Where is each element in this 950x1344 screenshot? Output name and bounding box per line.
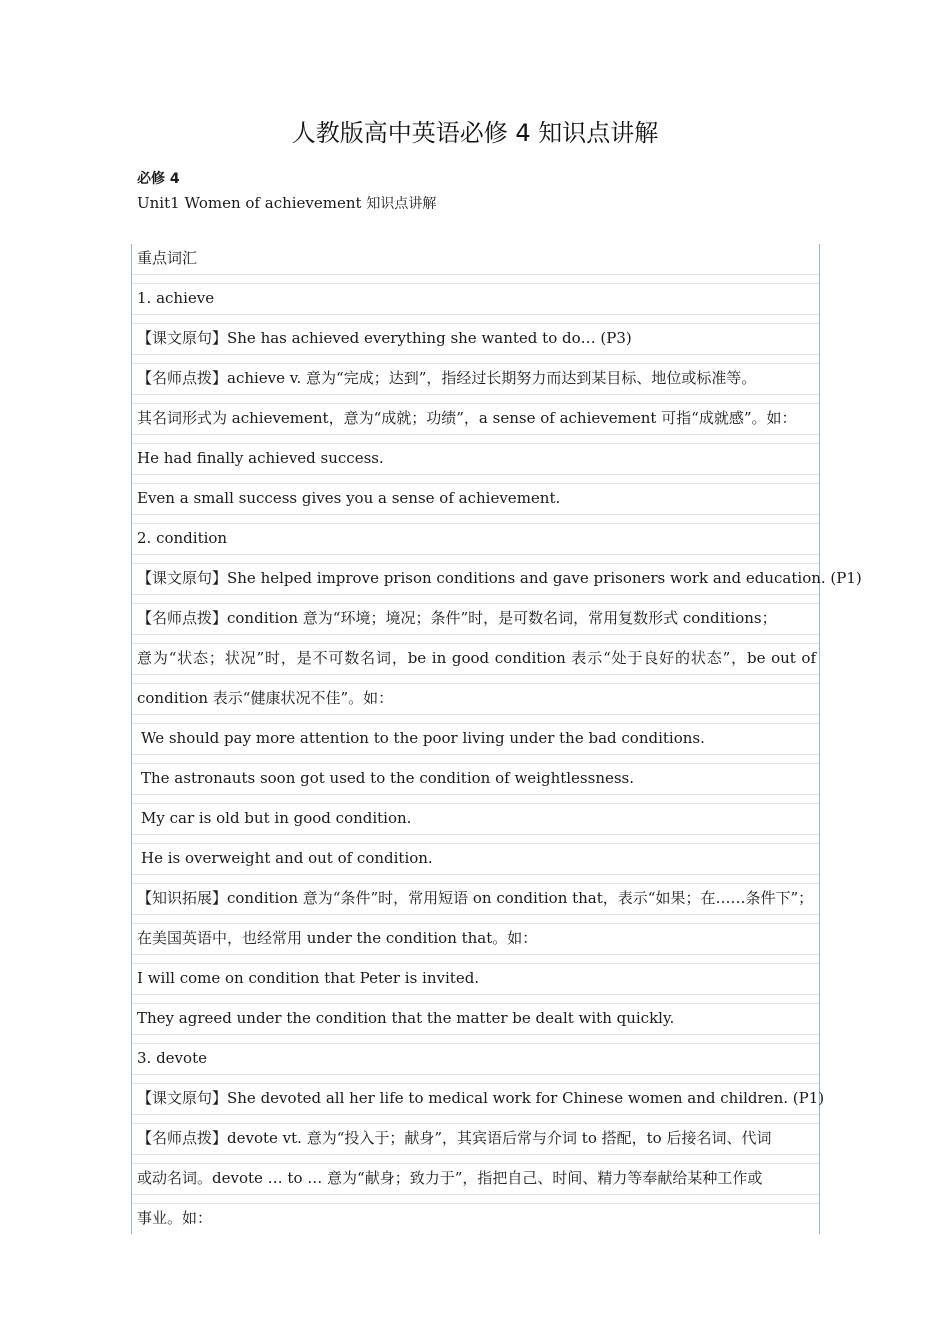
text-line-content: 事业。如： <box>137 1209 213 1227</box>
unit-label-cn: 知识点讲解 <box>366 196 437 212</box>
text-line-content: 在美国英语中，也经常用 under the condition that。如： <box>137 929 538 947</box>
text-line <box>132 1164 819 1204</box>
text-line <box>132 524 819 564</box>
text-line-content: The astronauts soon got used to the condition of weightlessness. <box>141 769 635 787</box>
text-line-content: 其名词形式为 achievement，意为“成就；功绩”，a sense of achievement 可指“成就感”。如： <box>137 409 797 427</box>
text-line-content: 3. devote <box>137 1049 207 1067</box>
text-line-content: 2. condition <box>137 529 228 547</box>
text-line <box>132 1044 819 1084</box>
text-line <box>132 1124 819 1164</box>
text-line-content: 【名师点拨】devote vt. 意为“投入于；献身”，其宾语后常与介词 to 搭配，to 后接名词、代词 <box>137 1129 772 1147</box>
text-line <box>132 964 819 1004</box>
text-line-content: 或动名词。devote … to … 意为“献身；致力于”，指把自己、时间、精力等奉献给某种工作或 <box>137 1169 763 1187</box>
text-line <box>132 484 819 524</box>
text-line <box>132 1084 825 1124</box>
text-line-content: He is overweight and out of condition. <box>141 849 433 867</box>
section-header-row <box>132 244 819 284</box>
unit-label <box>137 193 436 214</box>
text-line-content: 【名师点拨】condition 意为“环境；境况；条件”时，是可数名词，常用复数形式 conditions； <box>137 609 777 627</box>
text-line <box>132 364 819 404</box>
text-line-content: 【课文原句】She devoted all her life to medical work for Chinese women and children. (P1) <box>137 1089 825 1107</box>
text-line-content: Even a small success gives you a sense of achievement. <box>137 489 561 507</box>
book-label-text: 必修 4 <box>137 171 180 187</box>
book-label <box>137 168 180 189</box>
text-line-content: 【知识拓展】condition 意为“条件”时，常用短语 on condition that，表示“如果；在……条件下”； <box>137 889 814 907</box>
text-line <box>132 724 819 764</box>
text-line <box>132 1004 819 1044</box>
text-line <box>132 764 819 804</box>
text-line-content: We should pay more attention to the poor living under the bad conditions. <box>141 729 705 747</box>
section-header: 重点词汇 <box>137 249 198 267</box>
document-title: 人教版高中英语必修 4 知识点讲解 <box>291 119 659 147</box>
text-line <box>132 844 819 884</box>
text-line-content: 【课文原句】She helped improve prison conditions and gave prisoners work and education. (P1) <box>137 569 862 587</box>
text-line-content: I will come on condition that Peter is invited. <box>137 969 480 987</box>
text-line <box>132 924 819 964</box>
text-line-content: He had finally achieved success. <box>137 449 384 467</box>
text-line-content: 意为“状态；状况”时，是不可数名词，be in good condition 表示“处于良好的状态”，be out of <box>137 649 816 667</box>
text-line <box>132 684 819 724</box>
text-line-content: 【名师点拨】achieve v. 意为“完成；达到”，指经过长期努力而达到某目标、地位或标准等。 <box>137 369 757 387</box>
text-line <box>132 644 819 684</box>
text-line <box>132 1204 819 1244</box>
text-line <box>132 324 819 364</box>
text-line-content: My car is old but in good condition. <box>141 809 412 827</box>
text-line <box>132 564 862 604</box>
text-line <box>132 404 819 444</box>
text-line-content: condition 表示“健康状况不佳”。如： <box>137 689 394 707</box>
text-line-content: 【课文原句】She has achieved everything she wanted to do… (P3) <box>137 329 632 347</box>
text-line <box>132 444 819 484</box>
text-line <box>132 284 819 324</box>
vocabulary-box <box>131 244 862 1234</box>
text-line <box>132 804 819 844</box>
text-line-content: They agreed under the condition that the matter be dealt with quickly. <box>137 1009 675 1027</box>
text-line-content: 1. achieve <box>137 289 215 307</box>
text-line <box>132 604 819 644</box>
text-line <box>132 884 819 924</box>
unit-label-en: Unit1 Women of achievement <box>137 194 367 212</box>
